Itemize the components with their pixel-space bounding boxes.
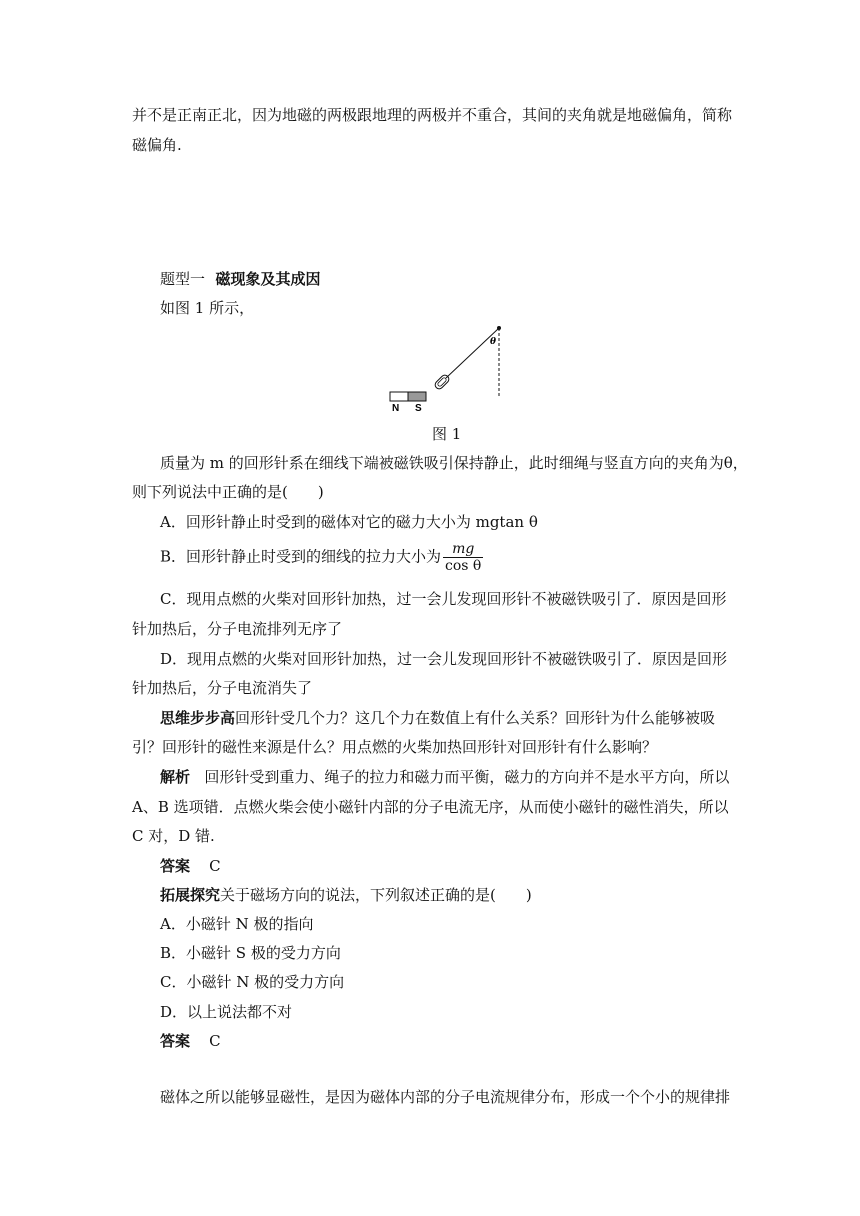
option-c-line-1: C．现用点燃的火柴对回形针加热，过一会儿发现回形针不被磁铁吸引了．原因是回形 — [160, 590, 727, 608]
extension-option-c: C．小磁针 N 极的受力方向 — [160, 973, 345, 991]
angle-label: θ — [490, 337, 497, 347]
thinking-line-2: 引？回形针的磁性来源是什么？用点燃的火柴加热回形针对回形针有什么影响？ — [132, 738, 658, 756]
figure-1-diagram — [380, 322, 510, 414]
extension-label: 拓展探究 — [160, 886, 221, 904]
option-b-text: B．回形针静止时受到的细线的拉力大小为 — [160, 547, 442, 566]
section-title-text: 磁现象及其成因 — [215, 270, 321, 288]
figure-caption: 图 1 — [432, 425, 462, 443]
option-b-fraction — [443, 541, 483, 574]
extension-text: 关于磁场方向的说法，下列叙述正确的是( ) — [220, 886, 532, 904]
magnet-n-pole — [390, 392, 408, 401]
option-c-line-2: 针加热后，分子电流排列无序了 — [132, 620, 343, 638]
thinking-text-1: 回形针受几个力？这几个力在数值上有什么关系？回形针为什么能够被吸 — [235, 709, 716, 727]
analysis-line-3: C 对，D 错. — [132, 827, 215, 845]
answer-1-label: 答案 — [160, 857, 191, 875]
answer-2-value: C — [209, 1032, 221, 1050]
magnet-s-label: S — [415, 403, 422, 414]
option-a: A．回形针静止时受到的磁体对它的磁力大小为 mgtan θ — [160, 513, 538, 531]
intro-line-1: 并不是正南正北，因为地磁的两极跟地理的两极并不重合，其间的夹角就是地磁偏角，简称 — [132, 106, 733, 124]
analysis-line-1 — [160, 766, 729, 788]
pivot-point — [497, 326, 501, 330]
analysis-text-1: 回形针受到重力、绳子的拉力和磁力而平衡，磁力的方向并不是水平方向，所以 — [204, 768, 730, 786]
thinking-line-1 — [160, 707, 715, 729]
question-line-1: 质量为 m 的回形针系在细线下端被磁铁吸引保持静止，此时细绳与竖直方向的夹角为θ， — [160, 454, 748, 472]
string-line — [446, 328, 499, 378]
option-b — [160, 541, 483, 574]
analysis-line-2: A、B 选项错．点燃火柴会使小磁针内部的分子电流无序，从而使小磁针的磁性消失，所以 — [132, 798, 729, 816]
fraction-denominator: cos θ — [445, 558, 482, 574]
thinking-label: 思维步步高 — [160, 709, 236, 727]
fraction-numerator: mg — [443, 541, 483, 558]
section-title-prefix: 题型一 — [160, 270, 206, 288]
question-lead: 如图 1 所示， — [160, 299, 255, 317]
magnet-s-pole — [408, 392, 426, 401]
answer-1 — [160, 855, 221, 877]
answer-2 — [160, 1030, 221, 1052]
magnet-n-label: N — [392, 403, 400, 414]
analysis-label: 解析 — [160, 768, 191, 786]
answer-1-value: C — [209, 857, 221, 875]
extension-question — [160, 884, 532, 906]
question-line-2: 则下列说法中正确的是( ) — [132, 483, 324, 501]
section-title — [160, 268, 320, 290]
extension-option-b: B．小磁针 S 极的受力方向 — [160, 944, 341, 962]
extension-option-a: A．小磁针 N 极的指向 — [160, 915, 314, 933]
intro-line-2: 磁偏角. — [132, 136, 182, 154]
answer-2-label: 答案 — [160, 1032, 191, 1050]
closing-line: 磁体之所以能够显磁性，是因为磁体内部的分子电流规律分布，形成一个个小的规律排 — [160, 1088, 731, 1106]
extension-option-d: D．以上说法都不对 — [160, 1003, 293, 1021]
option-d-line-1: D．现用点燃的火柴对回形针加热，过一会儿发现回形针不被磁铁吸引了．原因是回形 — [160, 650, 728, 668]
option-d-line-2: 针加热后，分子电流消失了 — [132, 679, 313, 697]
